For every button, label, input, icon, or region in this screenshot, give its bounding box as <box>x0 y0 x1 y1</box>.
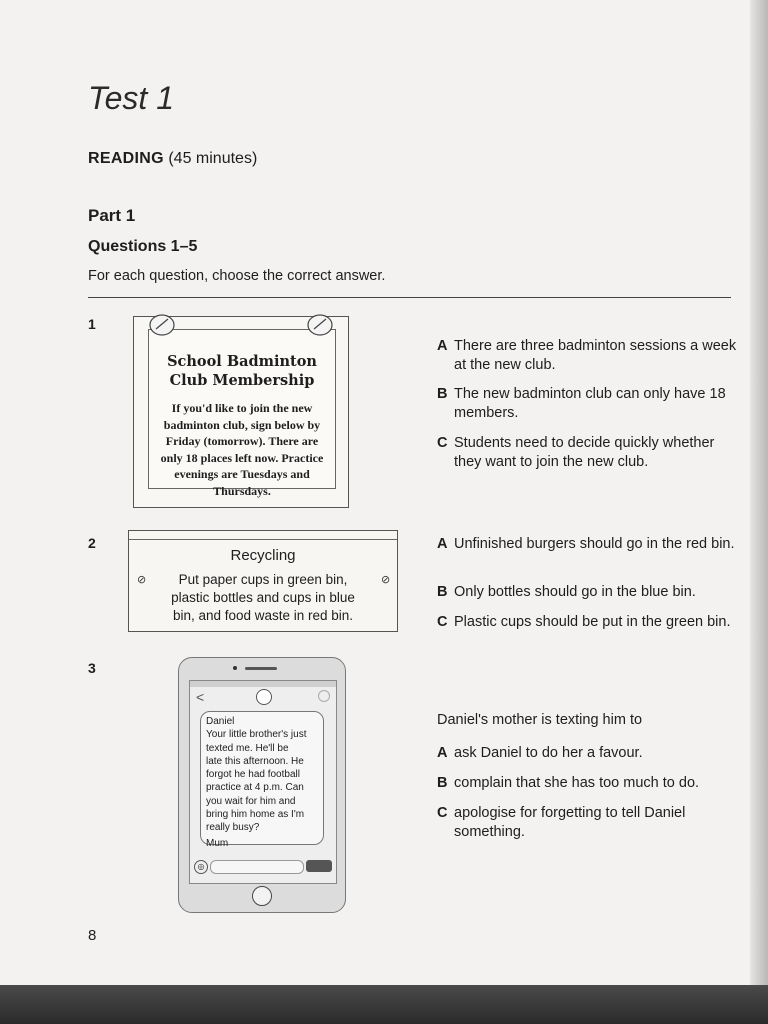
option-text: ask Daniel to do her a favour. <box>454 745 643 761</box>
sign-line: Put paper cups in green bin, <box>178 572 348 587</box>
option-3a[interactable] <box>437 744 737 763</box>
option-text: Only bottles should go in the blue bin. <box>454 584 696 600</box>
speaker-grille <box>245 667 277 670</box>
message-line: really busy? <box>206 822 260 834</box>
page-number: 8 <box>88 927 97 944</box>
option-letter: A <box>437 338 448 354</box>
option-text: Plastic cups should be put in the green bin. <box>454 614 731 630</box>
notice-title-line: School Badminton <box>167 353 317 370</box>
section-heading <box>88 150 257 168</box>
message-body <box>206 728 320 834</box>
status-bar <box>190 681 336 687</box>
question-number-2: 2 <box>88 535 96 551</box>
question-number-3: 3 <box>88 660 96 676</box>
sign-line: plastic bottles and cups in blue <box>171 590 355 605</box>
message-field <box>210 860 304 874</box>
option-2b[interactable] <box>437 583 737 602</box>
screw-icon: ⊘ <box>137 574 147 586</box>
question-stem: Daniel's mother is texting him to <box>437 712 643 728</box>
option-1b[interactable] <box>437 385 737 423</box>
option-3c[interactable] <box>437 804 737 842</box>
notice-line: Friday (tomorrow). There are <box>165 434 319 448</box>
sign-top-edge <box>129 531 397 540</box>
message-line: bring him home as I'm <box>206 809 305 821</box>
option-letter: C <box>437 805 448 821</box>
option-letter: C <box>437 435 448 451</box>
option-letter: A <box>437 745 448 761</box>
scanner-bottom-band <box>0 985 768 1024</box>
notice-line: Thursdays. <box>213 483 271 498</box>
notice-line: evenings are Tuesdays and <box>174 467 310 481</box>
option-letter: B <box>437 386 448 402</box>
message-recipient: Daniel <box>206 716 235 727</box>
questions-heading: Questions 1–5 <box>88 238 198 255</box>
page-edge-shadow <box>750 0 768 985</box>
option-letter: A <box>437 536 448 552</box>
screw-icon: ⊘ <box>381 574 391 586</box>
camera-icon: ◎ <box>194 860 208 874</box>
message-line: you wait for him and <box>206 795 296 807</box>
section-label: READING <box>88 150 164 167</box>
phone-illustration <box>178 657 346 913</box>
phone-screen <box>189 680 337 884</box>
recycling-sign <box>128 530 398 632</box>
sign-body <box>153 571 373 625</box>
option-letter: C <box>437 614 448 630</box>
message-bubble <box>200 711 324 849</box>
notice-title <box>149 352 335 390</box>
notice-line: If you'd like to join the new <box>171 401 313 415</box>
notice-title-line: Club Membership <box>169 372 315 389</box>
option-letter: B <box>437 775 448 791</box>
option-1c[interactable] <box>437 434 737 472</box>
message-line: forgot he had football <box>206 769 300 781</box>
option-2c[interactable] <box>437 613 737 632</box>
badminton-notice <box>133 316 349 508</box>
pin-icon <box>300 311 340 341</box>
option-text: complain that she has too much to do. <box>454 775 700 791</box>
test-title: Test 1 <box>88 80 174 116</box>
instruction-text: For each question, choose the correct answer. <box>88 268 386 284</box>
camera-dot <box>233 666 237 670</box>
message-line: Your little brother's just <box>206 729 307 741</box>
option-text: The new badminton club can only have 18 members. <box>454 386 726 421</box>
question-number-1: 1 <box>88 316 96 332</box>
notice-line: badminton club, sign below by <box>163 417 321 432</box>
notice-body <box>153 400 331 499</box>
option-text: There are three badminton sessions a week at the new club. <box>454 338 737 373</box>
sign-line: bin, and food waste in red bin. <box>172 608 354 623</box>
option-2a[interactable] <box>437 535 737 554</box>
option-text: apologise for forgetting to tell Daniel something. <box>454 805 686 840</box>
pin-icon <box>142 311 182 341</box>
send-button <box>306 860 332 872</box>
message-line: texted me. He'll be <box>206 742 289 754</box>
message-line: practice at 4 p.m. Can <box>206 782 304 794</box>
notice-line: only 18 places left now. Practice <box>160 450 324 465</box>
notice-paper <box>148 329 336 498</box>
part-heading: Part 1 <box>88 206 136 225</box>
section-duration: (45 minutes) <box>168 150 258 167</box>
chevron-left-icon: < <box>196 689 205 705</box>
sign-title: Recycling <box>230 547 296 564</box>
message-sender: Mum <box>206 837 229 849</box>
option-3b[interactable] <box>437 774 737 793</box>
message-input-bar <box>194 859 332 875</box>
option-1a[interactable] <box>437 337 737 375</box>
message-line: late this afternoon. He <box>206 755 304 767</box>
option-text: Students need to decide quickly whether they want to join the new club. <box>454 435 715 470</box>
info-icon <box>318 690 330 702</box>
avatar <box>256 689 272 705</box>
divider <box>88 297 731 298</box>
home-button <box>252 886 272 906</box>
option-letter: B <box>437 584 448 600</box>
option-text: Unfinished burgers should go in the red bin. <box>454 536 735 552</box>
